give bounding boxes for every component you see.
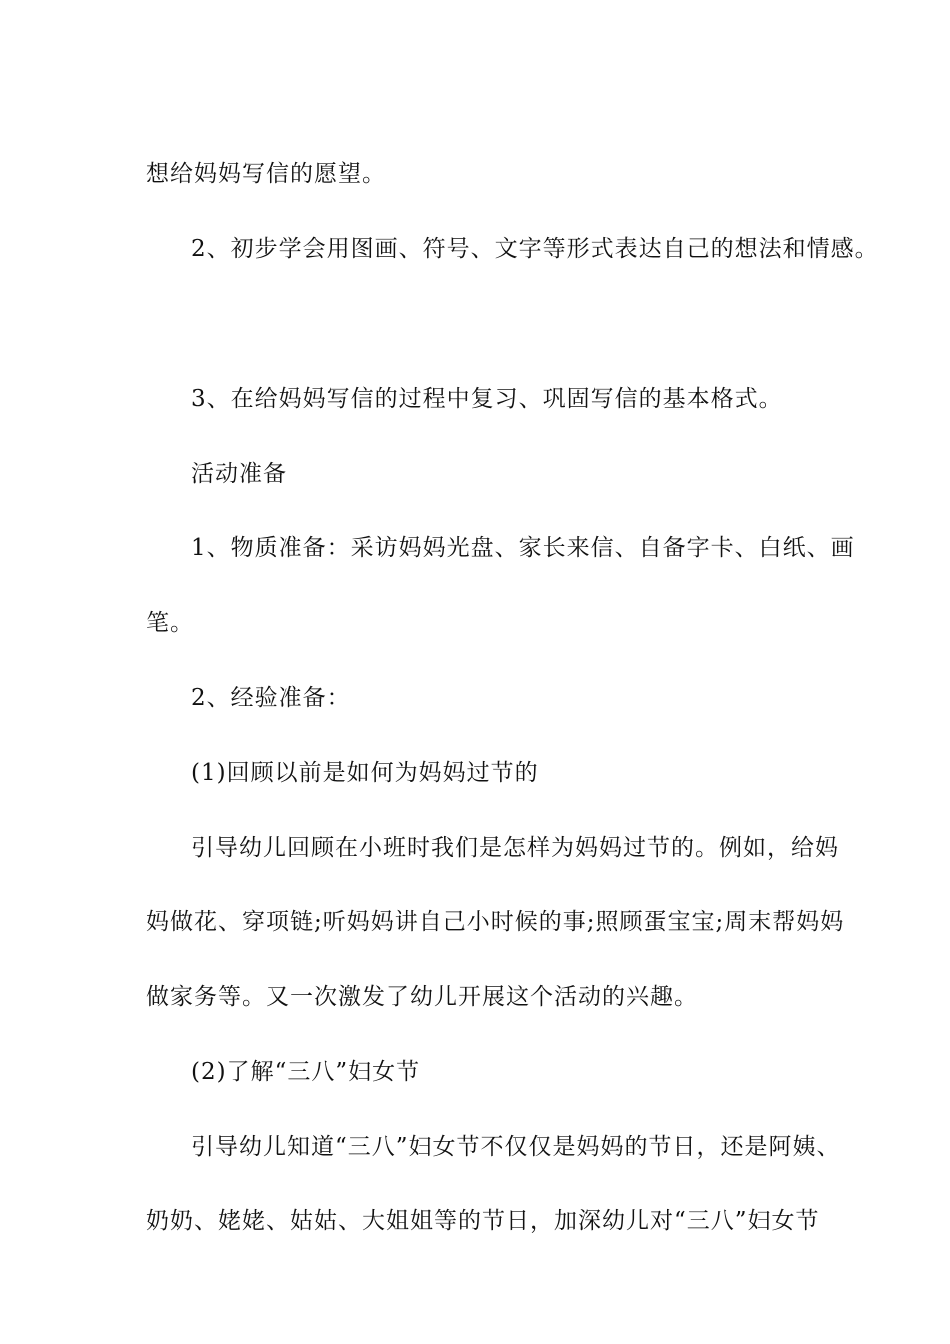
subheading-2: (2)了解“三八”妇女节 bbox=[191, 1059, 421, 1085]
paragraph-line: 引导幼儿知道“三八”妇女节不仅仅是妈妈的节日，还是阿姨、 bbox=[191, 1134, 841, 1160]
paragraph-line: 想给妈妈写信的愿望。 bbox=[146, 161, 386, 187]
subheading-1: (1)回顾以前是如何为妈妈过节的 bbox=[191, 760, 539, 786]
objective-2-line: 2、初步学会用图画、符号、文字等形式表达自己的想法和情感。 bbox=[191, 236, 879, 262]
paragraph-line: 做家务等。又一次激发了幼儿开展这个活动的兴趣。 bbox=[146, 984, 698, 1010]
section-heading: 活动准备 bbox=[191, 461, 287, 487]
experience-prep-line: 2、经验准备： bbox=[191, 685, 351, 711]
objective-3-line: 3、在给妈妈写信的过程中复习、巩固写信的基本格式。 bbox=[191, 386, 783, 412]
material-prep-line: 1、物质准备：采访妈妈光盘、家长来信、自备字卡、白纸、画 bbox=[191, 535, 855, 561]
material-prep-continuation: 笔。 bbox=[146, 610, 194, 636]
paragraph-line: 引导幼儿回顾在小班时我们是怎样为妈妈过节的。例如，给妈 bbox=[191, 835, 839, 861]
paragraph-line: 妈做花、穿项链;听妈妈讲自己小时候的事;照顾蛋宝宝;周末帮妈妈 bbox=[146, 909, 845, 935]
paragraph-line: 奶奶、姥姥、姑姑、大姐姐等的节日，加深幼儿对“三八”妇女节 bbox=[146, 1208, 820, 1234]
